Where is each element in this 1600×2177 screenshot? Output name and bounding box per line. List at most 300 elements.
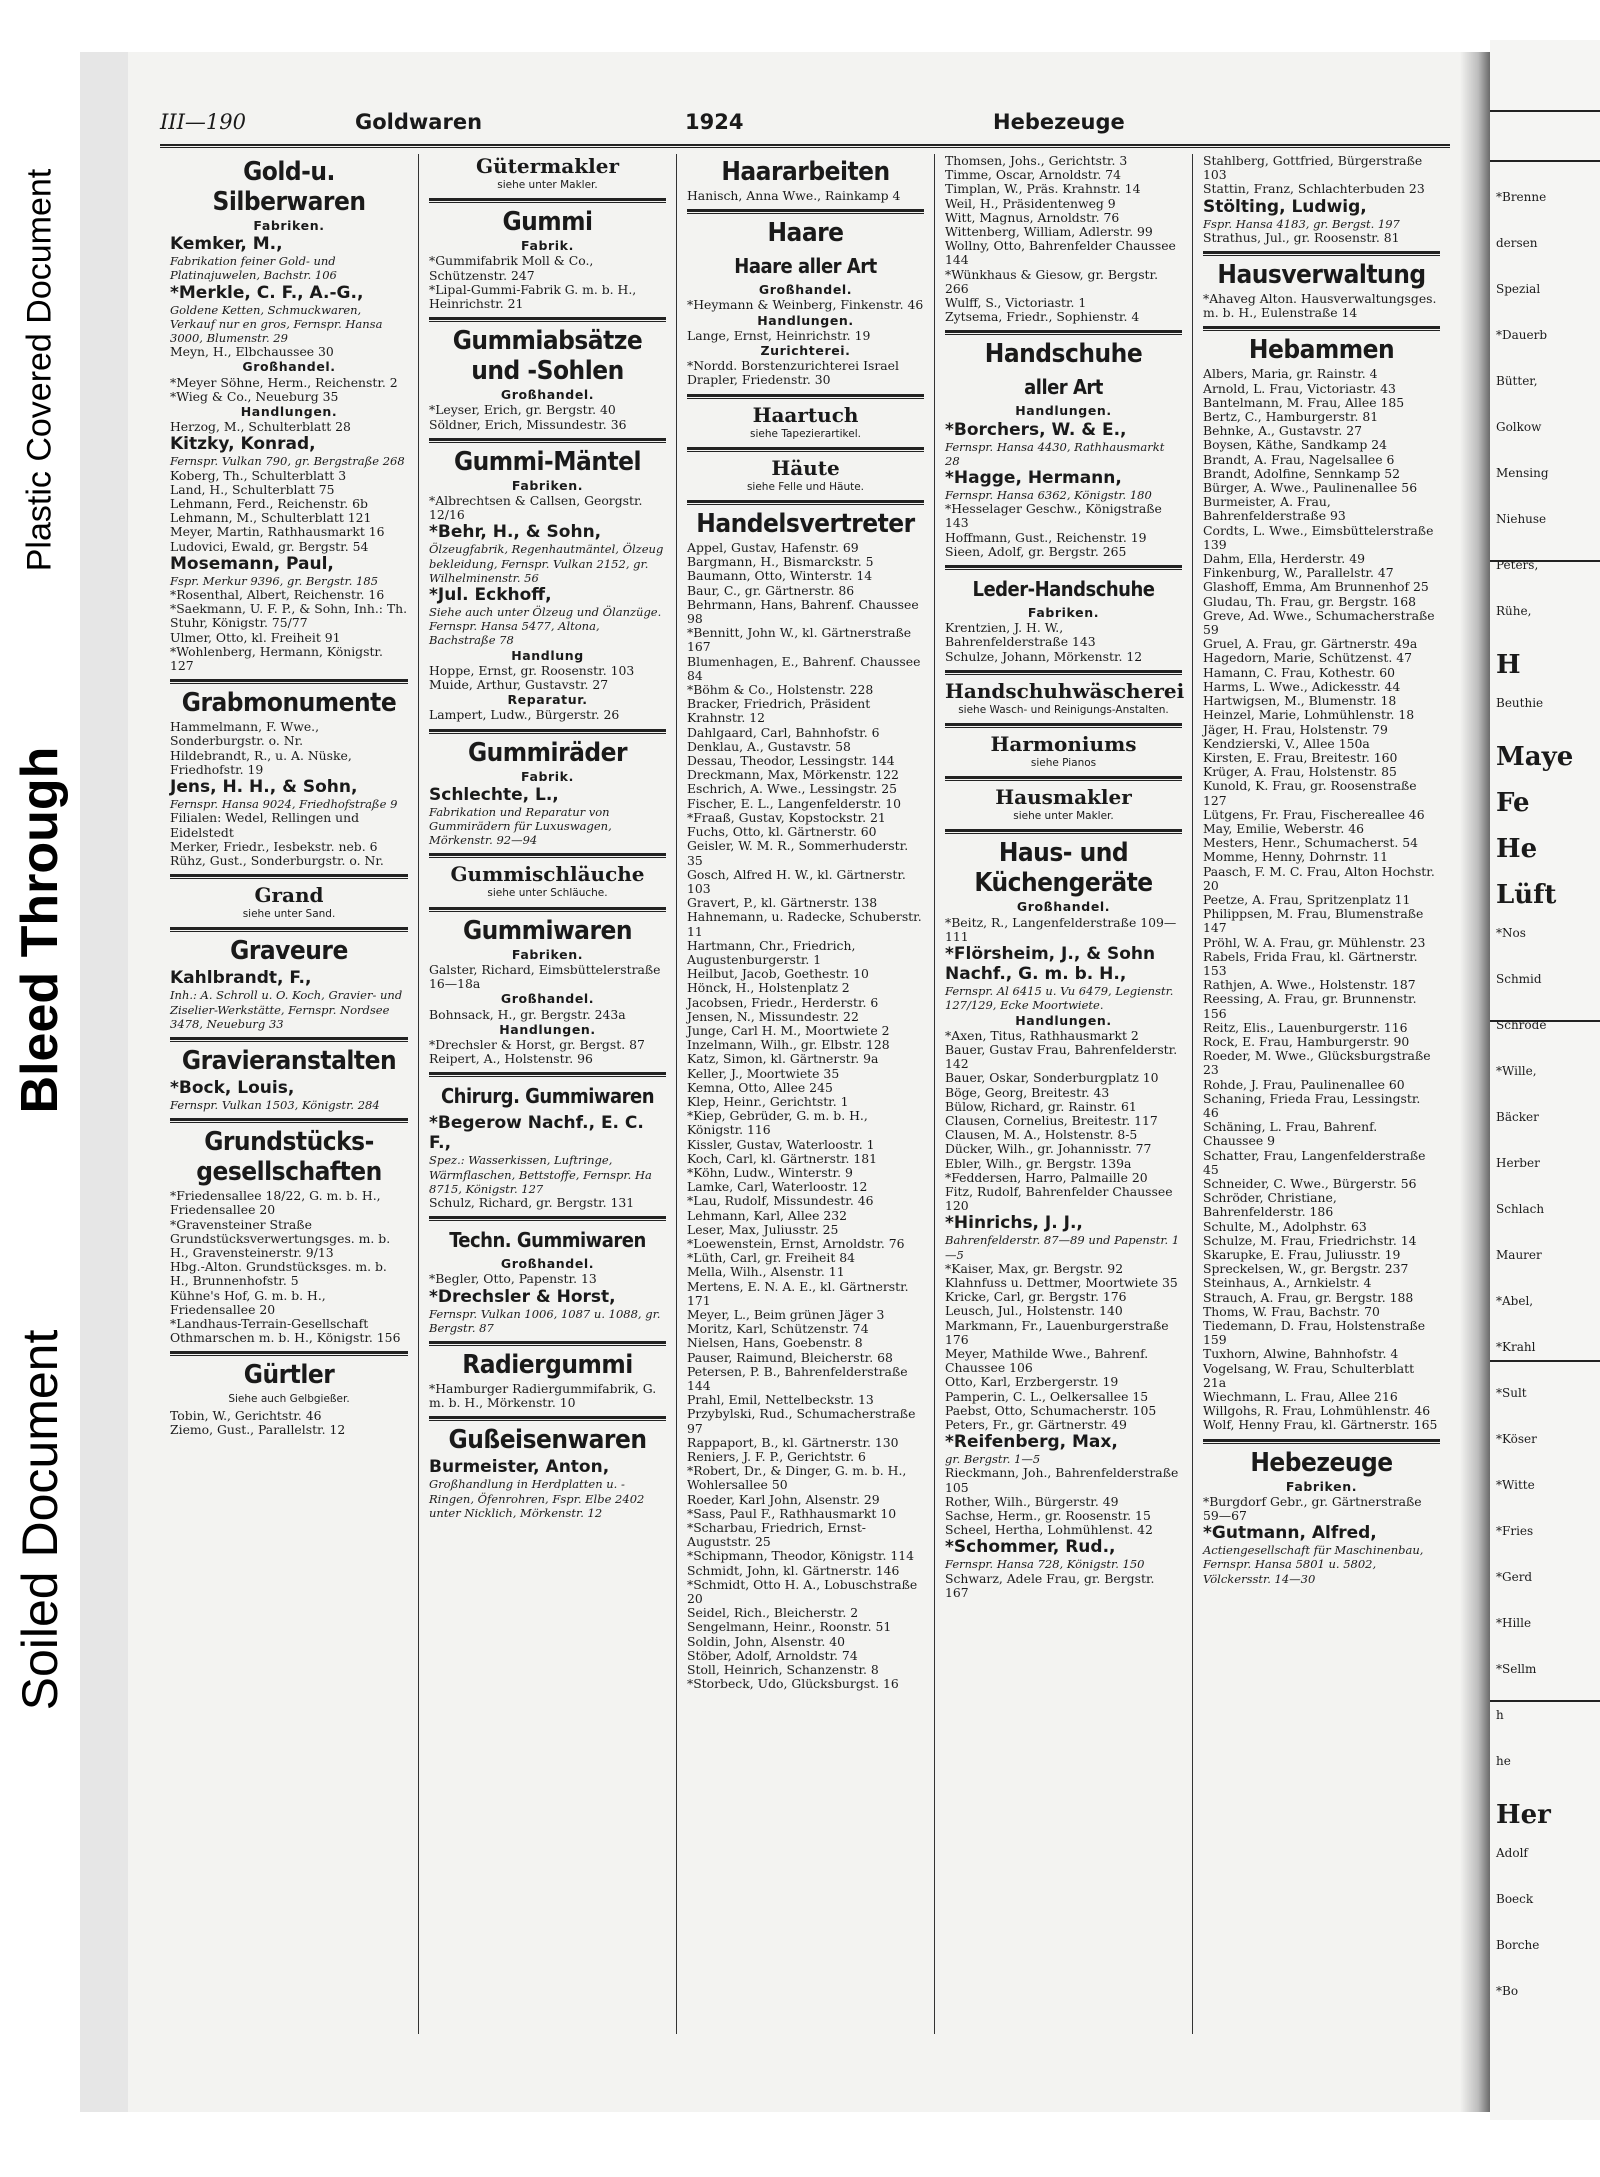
listing-name: Stölting, Ludwig, xyxy=(1203,196,1367,217)
running-head-right: Hebezeuge xyxy=(993,110,1125,134)
section-divider xyxy=(687,209,924,214)
cross-reference-heading: Häute xyxy=(771,455,840,480)
listing-entry: Spreckelsen, W., gr. Bergstr. 237 xyxy=(1203,1261,1409,1277)
listing-entry: Blumenhagen, E., Bahrenf. Chaussee 84 xyxy=(687,653,921,683)
category-label: Großhandel. xyxy=(242,359,336,375)
listing-entry: Rappaport, B., kl. Gärtnerstr. 130 xyxy=(687,1434,899,1450)
listing-entry: Clausen, M. A., Holstenstr. 8-5 xyxy=(945,1127,1138,1143)
section-heading: Gummi-Mäntel xyxy=(453,446,642,477)
listing-entry: Dücker, Wilh., gr. Johannisstr. 77 xyxy=(945,1141,1152,1157)
listing-entry: Wulff, S., Victoriastr. 1 xyxy=(945,295,1087,311)
listing-entry: *Drechsler & Horst, gr. Bergst. 87 xyxy=(429,1036,645,1052)
listing-name: *Jul. Eckhoff, xyxy=(429,585,552,606)
category-label: Zurichterei. xyxy=(760,343,851,359)
listing-entry: Krentzien, J. H. W., Bahrenfelderstraße 143 xyxy=(945,620,1096,650)
listing-entry: Gludau, Th. Frau, gr. Bergstr. 168 xyxy=(1203,593,1416,609)
section-divider xyxy=(429,1341,666,1346)
listing-entry: *Sass, Paul F., Rathhausmarkt 10 xyxy=(687,1505,897,1521)
section-heading: Haare xyxy=(767,218,844,249)
section-divider xyxy=(170,1118,408,1123)
listing-entry: Scheel, Hertha, Lohmühlenst. 42 xyxy=(945,1522,1153,1538)
section-heading: Grundstücks-gesellschaften xyxy=(196,1127,382,1188)
section-heading: Gummiwaren xyxy=(462,915,633,946)
section-divider xyxy=(1203,251,1440,256)
listing-entry: Schmidt, John, kl. Gärtnerstr. 146 xyxy=(687,1562,900,1578)
listing-entry: Dessau, Theodor, Lessingstr. 144 xyxy=(687,753,895,769)
listing-entry: Lamke, Carl, Waterloostr. 12 xyxy=(687,1179,868,1195)
listing-detail: Goldene Ketten, Schmuckwaren, Verkauf nur en gros, Fernspr. Hansa 3000, Blumenstr. 29 xyxy=(170,302,383,346)
neighbor-page-text: he xyxy=(1496,1754,1511,1768)
cross-reference-heading: Gummischläuche xyxy=(450,862,645,887)
running-head-year: 1924 xyxy=(685,110,744,134)
section-divider xyxy=(945,565,1182,570)
listing-entry: Heilbut, Jacob, Goethestr. 10 xyxy=(687,966,869,982)
neighbor-page-text: h xyxy=(1496,1708,1504,1722)
listing-detail: Ölzeugfabrik, Regenhautmäntel, Ölzeug bekleidung, Fernspr. Vulkan 2152, gr. Wilhelminenstr. 56 xyxy=(429,542,664,585)
listing-detail: Fernspr. Hansa 6362, Königstr. 180 xyxy=(945,488,1152,503)
plastic-covered-label: Plastic Covered Document xyxy=(20,168,59,572)
listing-entry: Peetze, A. Frau, Spritzenplatz 11 xyxy=(1203,891,1411,907)
listing-entry: Hahnemann, u. Radecke, Schuberstr. 11 xyxy=(687,909,922,939)
listing-entry: Gravert, P., kl. Gärtnerstr. 138 xyxy=(687,895,878,911)
section-divider xyxy=(170,679,408,684)
column-4 xyxy=(934,154,1192,2034)
neighbor-page-text: *Abel, xyxy=(1496,1294,1534,1308)
listing-entry: Stöber, Adolf, Arnoldstr. 74 xyxy=(687,1647,858,1663)
listing-entry: Bargmann, H., Bismarckstr. 5 xyxy=(687,554,874,570)
listing-entry: Schulz, Richard, gr. Bergstr. 131 xyxy=(429,1194,635,1210)
section-subheading: Chirurg. Gummiwaren xyxy=(440,1084,655,1109)
listing-entry: Paebst, Otto, Schumacherstr. 105 xyxy=(945,1402,1157,1418)
listing-detail: Actiengesellschaft für Maschinenbau, Fernspr. Hansa 5801 u. 5802, Völckersstr. 14—30 xyxy=(1203,1543,1424,1586)
listing-entry: Schaning, Frieda Frau, Lessingstr. 46 xyxy=(1203,1090,1421,1120)
listing-name: Jens, H. H., & Sohn, xyxy=(170,777,358,798)
listing-entry: Hoffmann, Gust., Reichenstr. 19 xyxy=(945,529,1147,545)
listing-entry: Behnke, A., Gustavstr. 27 xyxy=(1203,423,1363,439)
listing-entry: Wittenberg, William, Adlerstr. 99 xyxy=(945,224,1153,240)
category-label: Fabrik. xyxy=(521,238,574,254)
listing-entry: Hönck, H., Holstenplatz 2 xyxy=(687,980,850,996)
listing-entry: Momme, Henny, Dohrnstr. 11 xyxy=(1203,849,1389,865)
listing-entry: Przybylski, Rud., Schumacherstraße 97 xyxy=(687,1406,916,1436)
listing-entry: *Gummifabrik Moll & Co., Schützenstr. 247 xyxy=(429,253,594,283)
listing-entry: Rock, E. Frau, Hamburgerstr. 90 xyxy=(1203,1033,1410,1049)
listing-entry: Mertens, E. N. A. E., kl. Gärtnerstr. 171 xyxy=(687,1278,909,1308)
neighbor-page-text: *Dauerb xyxy=(1496,328,1548,342)
running-head xyxy=(160,110,1450,142)
neighbor-page-text: *Sult xyxy=(1496,1386,1527,1400)
neighbor-page-text: *Krahl xyxy=(1496,1340,1536,1354)
listing-entry: Lange, Ernst, Heinrichstr. 19 xyxy=(687,327,871,343)
neighbor-page-rule xyxy=(1490,1360,1600,1362)
section-heading: Gravieranstalten xyxy=(181,1045,397,1076)
listing-entry: Denklau, A., Gustavstr. 58 xyxy=(687,738,851,754)
listing-entry: Meyer, Martin, Rathhausmarkt 16 xyxy=(170,524,385,540)
listing-entry: Rabels, Frida Frau, kl. Gärtnerstr. 153 xyxy=(1203,948,1418,978)
section-heading: Radiergummi xyxy=(462,1349,633,1380)
listing-entry: Lütgens, Fr. Frau, Fischereallee 46 xyxy=(1203,806,1425,822)
directory-columns xyxy=(160,154,1450,2034)
listing-detail: Spez.: Wasserkissen, Luftringe, Wärmflaschen, Bettstoffe, Fernspr. Ha 8715, Königstr. 127 xyxy=(429,1153,652,1196)
listing-name: *Hinrichs, J. J., xyxy=(945,1213,1083,1234)
section-divider xyxy=(429,1072,666,1077)
listing-entry: Thomsen, Johs., Gerichtstr. 3 xyxy=(945,154,1128,168)
listing-entry: Jensen, N., Missundestr. 22 xyxy=(687,1008,859,1024)
listing-entry: Pröhl, W. A. Frau, gr. Mühlenstr. 23 xyxy=(1203,934,1426,950)
listing-entry: Lampert, Ludw., Bürgerstr. 26 xyxy=(429,707,620,723)
listing-entry: Hanisch, Anna Wwe., Rainkamp 4 xyxy=(687,188,901,203)
category-label: Handlungen. xyxy=(757,312,854,328)
listing-entry: *Köhn, Ludw., Winterstr. 9 xyxy=(687,1164,853,1180)
listing-entry: Strathus, Jul., gr. Roosenstr. 81 xyxy=(1203,229,1400,245)
listing-entry: Sengelmann, Heinr., Roonstr. 51 xyxy=(687,1619,892,1635)
neighbor-page-text: *Bo xyxy=(1496,1984,1519,1998)
listing-entry: Brandt, A. Frau, Nagelsallee 6 xyxy=(1203,451,1395,467)
section-heading: Hebammen xyxy=(1248,335,1395,366)
listing-name: *Bock, Louis, xyxy=(170,1077,295,1098)
listing-entry: Hoppe, Ernst, gr. Roosenstr. 103 xyxy=(429,662,635,678)
listing-entry: Bauer, Oskar, Sonderburgplatz 10 xyxy=(945,1070,1159,1086)
listing-entry: Schulze, M. Frau, Friedrichstr. 14 xyxy=(1203,1232,1417,1248)
listing-entry: Bürger, A. Wwe., Paulinenallee 56 xyxy=(1203,480,1418,496)
listing-entry: Gosch, Alfred H. W., kl. Gärtnerstr. 103 xyxy=(687,866,906,896)
listing-entry: Meyn, H., Elbchaussee 30 xyxy=(170,344,334,360)
listing-entry: Hildebrandt, R., u. A. Nüske, Friedhofstr. 19 xyxy=(170,747,352,777)
listing-name: *Behr, H., & Sohn, xyxy=(429,522,602,543)
listing-entry: Schulze, Johann, Mörkenstr. 12 xyxy=(945,648,1143,664)
listing-name: *Begerow Nachf., E. C. F., xyxy=(429,1113,644,1154)
listing-entry: Tiedemann, D. Frau, Holstenstraße 159 xyxy=(1203,1318,1426,1348)
listing-entry: Bertz, C., Hamburgerstr. 81 xyxy=(1203,409,1379,425)
listing-entry: Jacobsen, Friedr., Herderstr. 6 xyxy=(687,994,879,1010)
listing-entry: *Burgdorf Gebr., gr. Gärtnerstraße 59—67 xyxy=(1203,1493,1422,1524)
listing-entry: Kendzierski, V., Allee 150a xyxy=(1203,735,1370,751)
neighbor-page-text: *Witte xyxy=(1496,1478,1535,1492)
listing-entry: *Kaiser, Max, gr. Bergstr. 92 xyxy=(945,1260,1124,1276)
listing-entry: Hartwigsen, M., Blumenstr. 18 xyxy=(1203,693,1397,709)
listing-entry: Tuxhorn, Alwine, Bahnhofstr. 4 xyxy=(1203,1346,1399,1362)
neighbor-page-text: *Sellm xyxy=(1496,1662,1537,1676)
section-divider xyxy=(1203,326,1440,331)
listing-entry: Brandt, Adolfine, Sennkamp 52 xyxy=(1203,465,1401,481)
section-divider xyxy=(170,1351,408,1356)
listing-entry: Otto, Karl, Erzbergerstr. 19 xyxy=(945,1374,1119,1390)
section-divider xyxy=(945,776,1182,781)
category-label: Großhandel. xyxy=(500,1256,595,1272)
listing-entry: Lehmann, Karl, Allee 232 xyxy=(687,1207,848,1223)
listing-detail: Siehe auch unter Ölzeug und Ölanzüge. Fernspr. Hansa 5477, Altona, Bachstraße 78 xyxy=(429,605,662,648)
category-label: Handlungen. xyxy=(240,404,338,420)
listing-name: Mosemann, Paul, xyxy=(170,553,334,574)
listing-entry: Gruel, A. Frau, gr. Gärtnerstr. 49a xyxy=(1203,636,1418,652)
listing-entry: Ludovici, Ewald, gr. Bergstr. 54 xyxy=(170,538,369,554)
listing-entry: Timplan, W., Präs. Krahnstr. 14 xyxy=(945,181,1141,197)
listing-entry: Tobin, W., Gerichtstr. 46 xyxy=(170,1407,322,1423)
listing-entry: Klahnfuss u. Dettmer, Moortwiete 35 xyxy=(945,1274,1178,1290)
listing-entry: Burmeister, A. Frau, Bahrenfelderstraße 93 xyxy=(1203,494,1346,524)
listing-entry: *Loewenstein, Ernst, Arnoldstr. 76 xyxy=(687,1235,905,1251)
listing-detail: Fernspr. Hansa 9024, Friedhofstraße 9 xyxy=(170,797,398,812)
listing-entry: Muide, Arthur, Gustavstr. 27 xyxy=(429,677,609,693)
listing-name: *Merkle, C. F., A.-G., xyxy=(170,282,364,303)
listing-entry: *Axen, Titus, Rathhausmarkt 2 xyxy=(945,1027,1139,1043)
listing-detail: gr. Bergstr. 1—5 xyxy=(945,1452,1041,1467)
section-divider xyxy=(429,198,666,203)
section-divider xyxy=(170,1037,408,1042)
listing-entry: Philippsen, M. Frau, Blumenstraße 147 xyxy=(1203,906,1424,936)
section-heading: Gummiabsätze und -Sohlen xyxy=(452,326,643,387)
listing-entry: *Wünkhaus & Giesow, gr. Bergstr. 266 xyxy=(945,266,1159,296)
listing-entry: *Schmidt, Otto H. A., Lobuschstraße 20 xyxy=(687,1576,918,1607)
column-2 xyxy=(418,154,676,2034)
listing-entry: Reessing, A. Frau, gr. Brunnenstr. 156 xyxy=(1203,991,1417,1021)
category-label: Handlungen. xyxy=(499,1021,596,1037)
listing-name: *Gutmann, Alfred, xyxy=(1203,1523,1377,1544)
cross-reference-heading: Grand xyxy=(254,883,324,908)
listing-entry: Pauser, Raimund, Bleicherstr. 68 xyxy=(687,1349,893,1365)
cross-reference: siehe unter Makler. xyxy=(1013,810,1114,823)
cross-reference: siehe unter Schläuche. xyxy=(487,887,608,900)
section-divider xyxy=(170,927,408,932)
listing-entry: Bülow, Richard, gr. Rainstr. 61 xyxy=(945,1098,1137,1114)
listing-entry: Geisler, W. M. R., Sommerhuderstr. 35 xyxy=(687,838,909,868)
listing-entry: Koch, Carl, kl. Gärtnerstr. 181 xyxy=(687,1150,878,1166)
section-divider xyxy=(1203,1439,1440,1444)
listing-entry: Roeder, Karl John, Alsenstr. 29 xyxy=(687,1491,880,1507)
neighbor-page-text: Maye xyxy=(1496,742,1574,772)
section-divider xyxy=(945,723,1182,728)
listing-entry: Witt, Magnus, Arnoldstr. 76 xyxy=(945,209,1120,225)
neighbor-page-rule xyxy=(1490,560,1600,562)
neighbor-page-text: Spezial xyxy=(1496,282,1541,296)
listing-entry: Arnold, L. Frau, Victoriastr. 43 xyxy=(1203,380,1396,396)
cross-reference-heading: Harmoniums xyxy=(990,732,1137,757)
listing-entry: Ebler, Wilh., gr. Bergstr. 139a xyxy=(945,1155,1132,1171)
section-heading: Grabmonumente xyxy=(181,688,397,719)
listing-entry: *Lipal-Gummi-Fabrik G. m. b. H., Heinrichstr. 21 xyxy=(429,281,637,312)
section-divider xyxy=(945,829,1182,834)
neighbor-page-text: Beuthie xyxy=(1496,696,1544,710)
listing-detail: Fernspr. Vulkan 1503, Königstr. 284 xyxy=(170,1097,380,1112)
listing-entry: Wolf, Henny Frau, kl. Gärtnerstr. 165 xyxy=(1203,1417,1438,1433)
listing-entry: Bauer, Gustav Frau, Bahrenfelderstr. 142 xyxy=(945,1041,1178,1072)
category-label: Großhandel. xyxy=(500,387,595,403)
listing-detail: Fernspr. Vulkan 1006, 1087 u. 1088, gr. Bergstr. 87 xyxy=(429,1306,661,1335)
cross-reference: Siehe auch Gelbgießer. xyxy=(228,1393,350,1406)
cross-reference: siehe Pianos xyxy=(1030,757,1097,770)
listing-detail: Großhandlung in Herdplatten u. -Ringen, Öfenrohren, Fspr. Elbe 2402 unter Nicklich, Mörkenstr. 12 xyxy=(429,1477,645,1520)
listing-entry: Klep, Heinr., Gerichtstr. 1 xyxy=(687,1093,849,1109)
section-subheading: aller Art xyxy=(1024,375,1103,400)
listing-entry: Steinhaus, A., Arnkielstr. 4 xyxy=(1203,1275,1372,1291)
listing-entry: Willgohs, R. Frau, Lohmühlenstr. 46 xyxy=(1203,1403,1431,1419)
listing-entry: *Hesselager Geschw., Königstraße 143 xyxy=(945,501,1162,531)
section-divider xyxy=(429,438,666,443)
listing-entry: *Saekmann, U. F. P., & Sohn, Inh.: Th. Stuhr, Königstr. 75/77 xyxy=(170,601,408,631)
listing-entry: Schröder, Christiane, Bahrenfelderstr. 186 xyxy=(1203,1190,1337,1220)
section-divider xyxy=(945,330,1182,335)
listing-detail: Fspr. Hansa 4183, gr. Bergst. 197 xyxy=(1203,216,1400,231)
listing-entry: Baumann, Otto, Winterstr. 14 xyxy=(687,568,873,584)
listing-entry: Leser, Max, Juliusstr. 25 xyxy=(687,1221,839,1237)
cross-reference: siehe Wasch- und Reinigungs-Anstalten. xyxy=(958,703,1169,716)
listing-entry: Moritz, Karl, Schützenstr. 74 xyxy=(687,1321,869,1337)
listing-entry: *Heymann & Weinberg, Finkenstr. 46 xyxy=(687,297,924,313)
category-label: Handlungen. xyxy=(1015,1012,1112,1028)
section-subheading: Haare aller Art xyxy=(734,254,877,279)
neighbor-page-text: Her xyxy=(1496,1800,1551,1830)
column-1 xyxy=(160,154,418,2034)
listing-entry: Heinzel, Marie, Lohmühlenstr. 18 xyxy=(1203,707,1415,723)
listing-entry: Seidel, Rich., Bleicherstr. 2 xyxy=(687,1605,859,1621)
running-head-left: Goldwaren xyxy=(355,110,483,134)
column-3 xyxy=(676,154,934,2034)
listing-entry: Hamann, C. Frau, Kothestr. 60 xyxy=(1203,664,1396,680)
listing-entry: Bracker, Friedrich, Präsident Krahnstr. 12 xyxy=(687,696,871,726)
neighbor-page-text: *Gerd xyxy=(1496,1570,1533,1584)
category-label: Fabriken. xyxy=(511,477,584,493)
listing-entry: Rother, Wilh., Bürgerstr. 49 xyxy=(945,1493,1119,1509)
category-label: Großhandel. xyxy=(1016,899,1111,915)
category-label: Handlungen. xyxy=(1015,403,1112,419)
neighbor-page-text: Schlach xyxy=(1496,1202,1545,1216)
page-gutter-shadow xyxy=(1460,52,1490,2112)
listing-entry: Leusch, Jul., Holstenstr. 140 xyxy=(945,1303,1123,1319)
listing-entry: Fitz, Rudolf, Bahrenfelder Chaussee 120 xyxy=(945,1183,1173,1214)
listing-entry: Kühne's Hof, G. m. b. H., Friedensallee 20 xyxy=(170,1287,326,1317)
listing-entry: Dahlgaard, Carl, Bahnhofstr. 6 xyxy=(687,724,880,740)
category-label: Fabrik. xyxy=(521,768,574,784)
listing-entry: Bantelmann, M. Frau, Allee 185 xyxy=(1203,394,1405,410)
cross-reference-heading: Handschuhwäscherei xyxy=(945,678,1185,703)
neighbor-page-text: *Köser xyxy=(1496,1432,1537,1446)
listing-entry: Stattin, Franz, Schlachterbuden 23 xyxy=(1203,181,1425,197)
section-divider xyxy=(170,874,408,879)
listing-entry: Reitz, Elis., Lauenburgerstr. 116 xyxy=(1203,1019,1408,1035)
listing-entry: *Rosenthal, Albert, Reichenstr. 16 xyxy=(170,587,385,603)
listing-entry: Boysen, Käthe, Sandkamp 24 xyxy=(1203,437,1387,453)
header-rule xyxy=(160,144,1450,148)
listing-entry: Pamperin, C. L., Oelkersallee 15 xyxy=(945,1388,1149,1404)
listing-entry: *Kiep, Gebrüder, G. m. b. H., Königstr. 116 xyxy=(687,1108,868,1138)
neighbor-page-text: Maurer xyxy=(1496,1248,1542,1262)
soiled-document-label: Soiled Document xyxy=(12,1329,68,1711)
column-5 xyxy=(1192,154,1450,2034)
cross-reference-heading: Haartuch xyxy=(752,402,859,427)
listing-entry: Land, H., Schulterblatt 75 xyxy=(170,481,335,497)
category-label: Fabriken. xyxy=(1285,1478,1358,1494)
listing-entry: *Beitz, R., Langenfelderstraße 109—111 xyxy=(945,914,1177,944)
cross-reference: siehe unter Makler. xyxy=(497,179,598,191)
neighbor-page-text: Fe xyxy=(1496,788,1530,818)
category-label: Fabriken. xyxy=(1027,605,1100,621)
section-divider xyxy=(687,394,924,399)
listing-entry: Wiechmann, L. Frau, Allee 216 xyxy=(1203,1389,1398,1405)
listing-entry: May, Emilie, Weberstr. 46 xyxy=(1203,820,1364,836)
section-subheading: Leder-Handschuhe xyxy=(972,577,1155,602)
listing-entry: *Gravensteiner Straße Grundstücksverwertungsges. m. b. H., Gravensteinerstr. 9/13 xyxy=(170,1216,391,1260)
listing-entry: *Lüth, Carl, gr. Freiheit 84 xyxy=(687,1250,856,1266)
listing-entry: *Lau, Rudolf, Missundestr. 46 xyxy=(687,1193,874,1209)
listing-entry: *Meyer Söhne, Herm., Reichenstr. 2 xyxy=(170,374,398,390)
listing-entry: Nielsen, Hans, Goebenstr. 8 xyxy=(687,1335,863,1351)
section-heading: Gummiräder xyxy=(467,737,628,768)
neighbor-page-text: Schröde xyxy=(1496,1018,1547,1032)
category-label: Großhandel. xyxy=(758,282,853,298)
listing-entry: Krüger, A. Frau, Holstenstr. 85 xyxy=(1203,764,1397,780)
section-divider xyxy=(429,1416,666,1421)
listing-entry: Schulte, M., Adolphstr. 63 xyxy=(1203,1218,1367,1234)
listing-entry: Petersen, P. B., Bahrenfelderstraße 144 xyxy=(687,1363,908,1394)
listing-entry: Ziemo, Gust., Parallelstr. 12 xyxy=(170,1421,346,1437)
neighbor-page-text: *Fries xyxy=(1496,1524,1534,1538)
neighbor-page-text: Mensing xyxy=(1496,466,1549,480)
category-label: Handlung xyxy=(511,647,584,663)
listing-entry: Bohnsack, H., gr. Bergstr. 243a xyxy=(429,1006,626,1022)
listing-entry: *Landhaus-Terrain-Gesellschaft Othmarschen m. b. H., Königstr. 156 xyxy=(170,1315,401,1346)
listing-name: *Borchers, W. & E., xyxy=(945,419,1127,440)
listing-detail: Fernspr. Hansa 728, Königstr. 150 xyxy=(945,1557,1145,1572)
section-heading: Gold-u. Silberwaren xyxy=(212,157,366,217)
listing-entry: Rohde, J. Frau, Paulinenallee 60 xyxy=(1203,1076,1405,1092)
listing-entry: Reipert, A., Holstenstr. 96 xyxy=(429,1051,593,1067)
listing-entry: Peters, Fr., gr. Gärtnerstr. 49 xyxy=(945,1416,1127,1432)
listing-detail: Fabrikation feiner Gold- und Platinajuwelen, Bachstr. 106 xyxy=(170,254,337,283)
listing-name: Kemker, M., xyxy=(170,234,283,255)
listing-name: Kitzky, Konrad, xyxy=(170,434,316,455)
section-heading: Haararbeiten xyxy=(721,157,890,187)
neighbor-page-text: Adolf xyxy=(1496,1846,1528,1860)
listing-entry: Hartmann, Chr., Friedrich, Augustenburgerstr. 1 xyxy=(687,937,856,967)
listing-entry: Galster, Richard, Eimsbüttelerstraße 16—18a xyxy=(429,961,661,992)
neighbor-page-fragment xyxy=(1490,40,1600,2120)
listing-name: *Drechsler & Horst, xyxy=(429,1286,616,1307)
neighbor-page-text: *Hille xyxy=(1496,1616,1532,1630)
listing-entry: Meyer, L., Beim grünen Jäger 3 xyxy=(687,1307,885,1322)
listing-entry: Jäger, H. Frau, Holstenstr. 79 xyxy=(1203,721,1388,737)
neighbor-page-text: *Wille, xyxy=(1496,1064,1537,1078)
listing-entry: Weil, H., Präsidentenweg 9 xyxy=(945,195,1116,211)
neighbor-page-text: Rühe, xyxy=(1496,604,1532,618)
scanned-page xyxy=(80,52,1490,2112)
listing-entry: Vogelsang, W. Frau, Schulterblatt 21a xyxy=(1203,1360,1415,1390)
section-divider xyxy=(429,317,666,322)
listing-entry: Meyer, Mathilde Wwe., Bahrenf. Chaussee 106 xyxy=(945,1345,1149,1376)
listing-entry: Junge, Carl H. M., Moortwiete 2 xyxy=(687,1022,890,1038)
listing-entry: Mesters, Henr., Schumacherst. 54 xyxy=(1203,835,1419,851)
listing-entry: Stoll, Heinrich, Schanzenstr. 8 xyxy=(687,1662,879,1678)
listing-entry: Ulmer, Otto, kl. Freiheit 91 xyxy=(170,629,341,645)
listing-entry: Schatter, Frau, Langenfelderstraße 45 xyxy=(1203,1147,1426,1177)
listing-entry: *Nordd. Borstenzurichterei Israel Drapler, Friedenstr. 30 xyxy=(687,358,899,388)
listing-entry: Markmann, Fr., Lauenburgerstraße 176 xyxy=(945,1317,1169,1347)
listing-entry: Hbg.-Alton. Grundstücksges. m. b. H., Brunnenhofstr. 5 xyxy=(170,1259,387,1289)
listing-detail: Fernspr. Hansa 4430, Rathhausmarkt 28 xyxy=(945,439,1165,468)
listing-entry: Harms, L. Wwe., Adickesstr. 44 xyxy=(1203,678,1401,694)
section-divider xyxy=(429,729,666,734)
listing-entry: Dahm, Ella, Herderstr. 49 xyxy=(1203,551,1365,567)
listing-entry: Skarupke, E. Frau, Juliusstr. 19 xyxy=(1203,1247,1401,1263)
category-label: Reparatur. xyxy=(507,692,588,708)
listing-entry: Baur, C., gr. Gärtnerstr. 86 xyxy=(687,582,855,598)
neighbor-page-text: He xyxy=(1496,834,1538,864)
neighbor-page-text: Borche xyxy=(1496,1938,1540,1952)
listing-name: *Hagge, Hermann, xyxy=(945,468,1122,489)
section-heading: Gürtler xyxy=(243,1360,335,1391)
listing-entry: *Friedensallee 18/22, G. m. b. H., Friedensallee 20 xyxy=(170,1188,381,1218)
listing-entry: Mella, Wilh., Alsenstr. 11 xyxy=(687,1264,845,1280)
listing-entry: Schäning, L. Frau, Bahrenf. Chaussee 9 xyxy=(1203,1119,1378,1149)
